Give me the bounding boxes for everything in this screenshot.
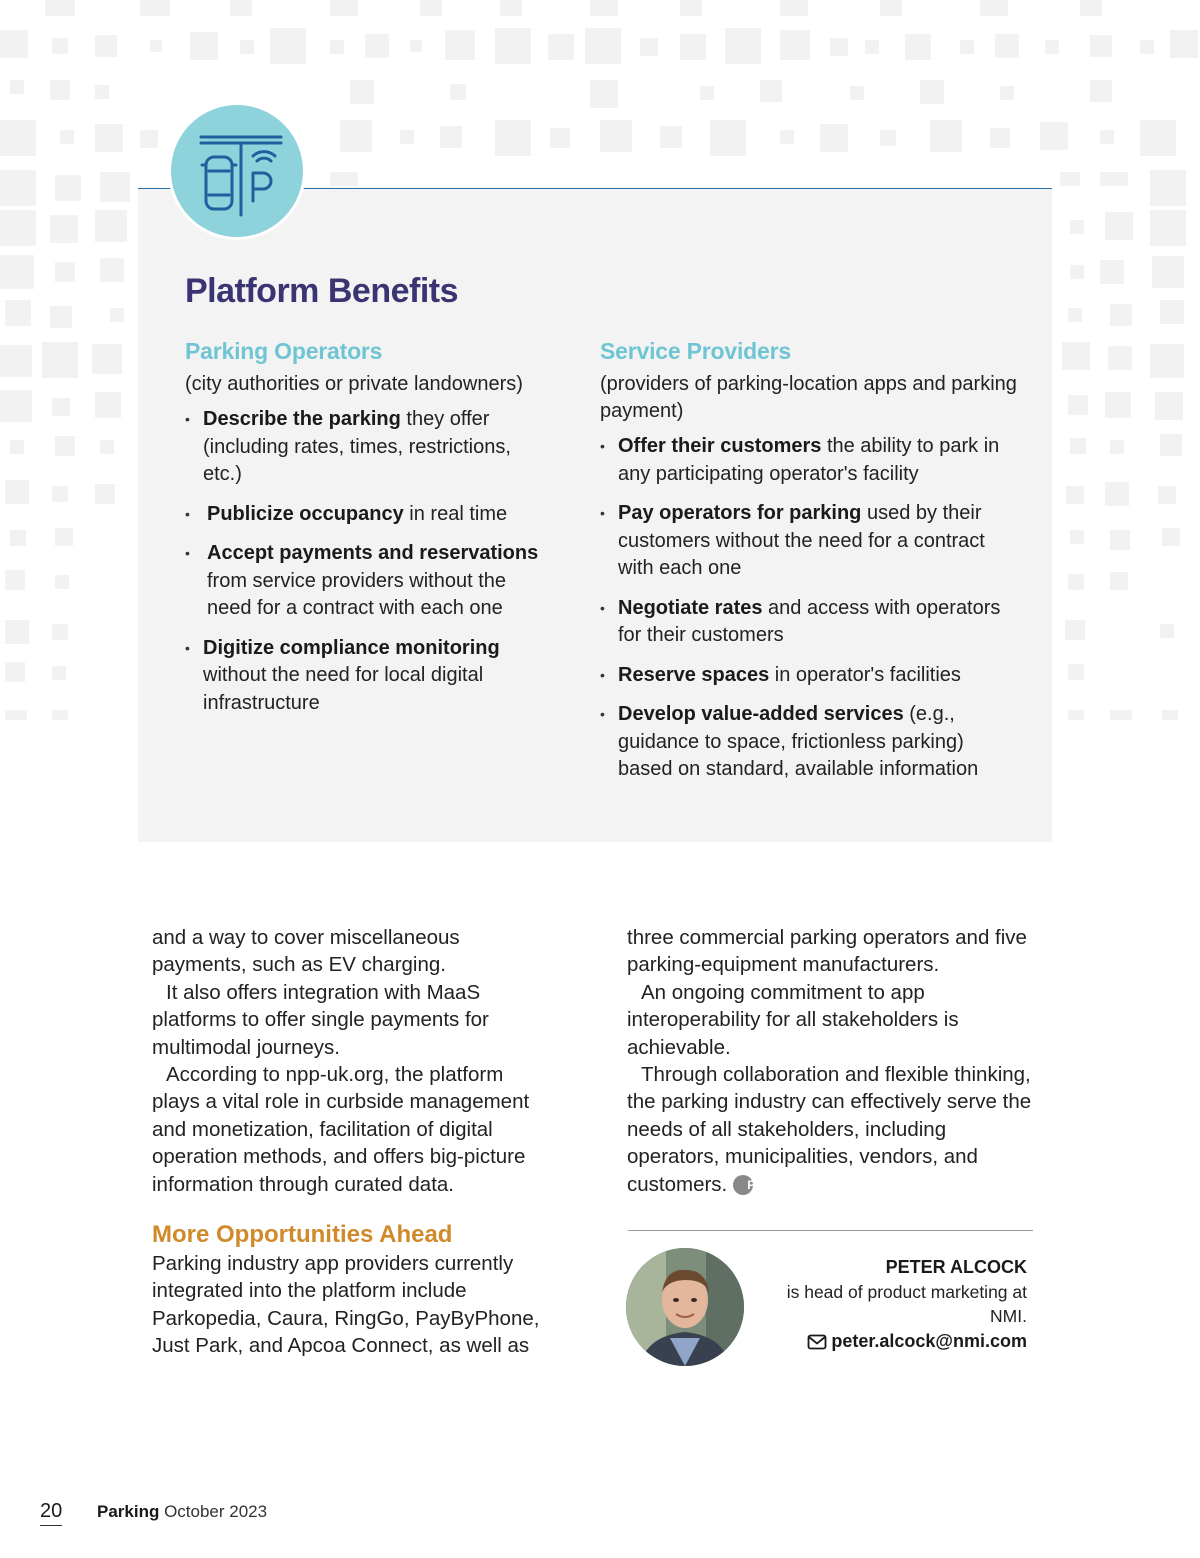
article-paragraph: It also offers integration with MaaS platforms to offer single payments for multimodal journeys. [152,980,489,1059]
section-subhead: More Opportunities Ahead [152,1221,453,1249]
service-providers-column [600,338,1020,796]
article-paragraph: According to npp-uk.org, the platform plays a vital role in curbside management and monetization, facilitation of digital operation methods, and offers big-picture information through curated data. [152,1063,530,1196]
article-paragraph: and a way to cover miscellaneous payments, such as EV charging. [152,926,460,977]
page-number: 20 [40,1500,62,1526]
end-mark-icon: P [733,1175,753,1195]
parking-operators-subheading: (city authorities or private landowners) [185,373,523,395]
parking-car-icon [171,105,309,243]
parking-operators-heading: Parking Operators [185,338,383,364]
issue-date: October 2023 [164,1502,268,1521]
article-paragraph: Parking industry app providers currently integrated into the platform include Parkopedia, Caura, RingGo, PayByPhone, Just Park, and Apcoa Connect, as well as [152,1252,540,1358]
envelope-icon [807,1334,827,1350]
list-item: • Accept payments and reservations from service providers without the need for a contract with each one [185,540,555,623]
list-item: • Offer their customers the ability to park in any participating operator's facility [600,433,1020,488]
author-info [747,1256,1027,1354]
list-item: • Publicize occupancy in real time [185,501,555,529]
list-item: • Describe the parking they offer (including rates, times, restrictions, etc.) [185,406,555,489]
service-providers-subheading: (providers of parking-location apps and parking payment) [600,373,1017,422]
author-avatar [626,1248,744,1366]
article-left-column [152,924,552,1360]
author-bio: is head of product marketing at NMI. [786,1282,1027,1326]
article-right-column [627,924,1042,1198]
service-providers-list [600,433,1020,784]
parking-operators-column [185,338,555,729]
author-divider [628,1230,1033,1231]
list-item: • Negotiate rates and access with operators for their customers [600,595,1020,650]
page-footer [40,1500,267,1526]
article-paragraph: An ongoing commitment to app interoperability for all stakeholders is achievable. [627,980,959,1059]
list-item: • Develop value-added services (e.g., guidance to space, frictionless parking) based on standard, available information [600,701,1020,784]
list-item: • Pay operators for parking used by their customers without the need for a contract with each one [600,500,1020,583]
list-item: • Digitize compliance monitoring without the need for local digital infrastructure [185,635,555,718]
author-email-link[interactable]: peter.alcock@nmi.com [747,1328,1027,1354]
parking-badge [168,102,306,240]
list-item: • Reserve spaces in operator's facilities [600,662,1020,690]
service-providers-heading: Service Providers [600,338,791,364]
article-paragraph: Through collaboration and flexible thinking, the parking industry can effectively serve the needs of all stakeholders, including operators, municipalities, vendors, and customers. P [627,1063,1032,1196]
parking-operators-list [185,406,555,717]
article-paragraph: three commercial parking operators and five parking-equipment manufacturers. [627,926,1027,977]
panel-title: Platform Benefits [185,272,458,310]
magazine-name: Parking [96,1502,160,1521]
author-name: PETER ALCOCK [885,1257,1027,1277]
